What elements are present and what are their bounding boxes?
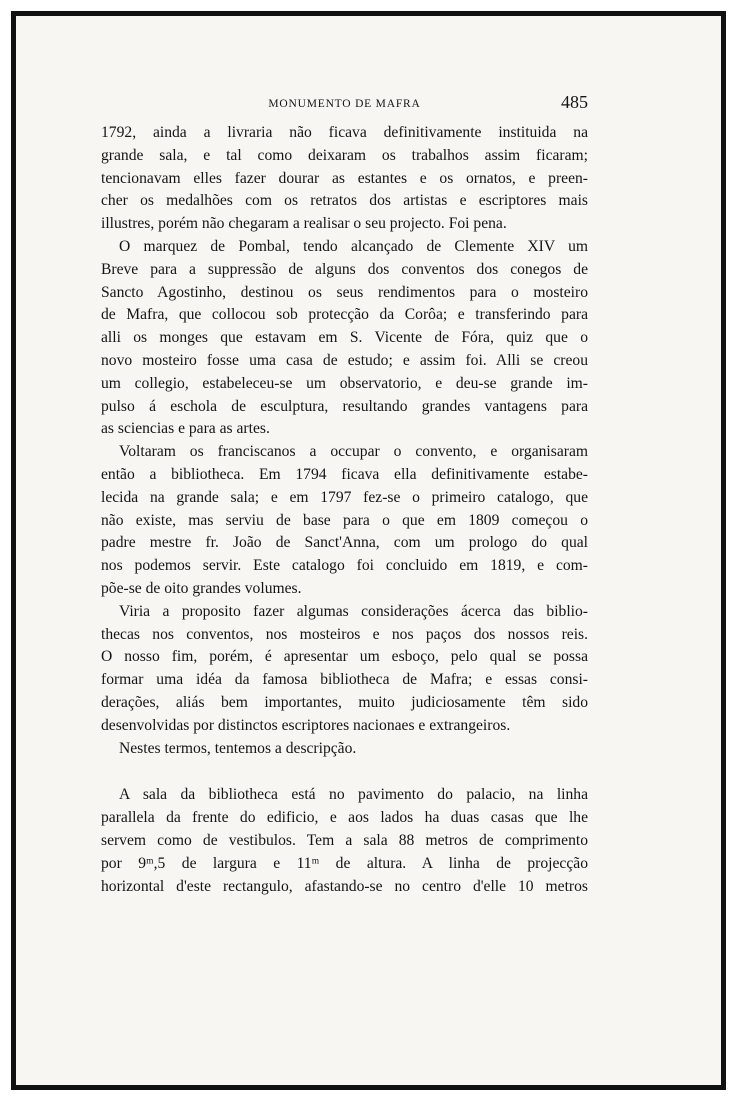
text-line: de Mafra, que collocou sob protecção da Corôa; e transferindo para: [101, 306, 588, 324]
text-line: Breve para a suppressão de alguns dos conventos dos conegos de: [101, 260, 588, 278]
text-line: tencionavam elles fazer dourar as estantes e os ornatos, e preen-: [101, 169, 588, 187]
text-line: alli os monges que estavam em S. Vicente de Fóra, quiz que o: [101, 329, 588, 347]
body-text: [101, 122, 588, 898]
text-line: servem como de vestibulos. Tem a sala 88 metros de comprimento: [101, 831, 588, 849]
text-line: não existe, mas serviu de base para o que em 1809 começou o: [101, 511, 588, 529]
paragraph: [101, 122, 588, 236]
text-line: põe-se de oito grandes volumes.: [101, 579, 302, 597]
text-line: thecas nos conventos, nos mosteiros e nos paços dos nossos reis.: [101, 625, 588, 643]
text-line: Viria a proposito fazer algumas considerações ácerca das biblio-: [119, 602, 588, 620]
paragraph: [101, 441, 588, 601]
book-page: [101, 90, 588, 898]
text-line: lecida na grande sala; e em 1797 fez-se o primeiro catalogo, que: [101, 488, 588, 506]
running-title: MONUMENTO DE MAFRA: [268, 98, 421, 110]
paragraph: [101, 236, 588, 441]
text-line: derações, aliás bem importantes, muito judiciosamente têm sido: [101, 693, 588, 711]
paragraph: [101, 601, 588, 738]
text-line: novo mosteiro fosse uma casa de estudo; e assim foi. Alli se creou: [101, 351, 588, 369]
paragraph: [101, 738, 588, 761]
text-line: cher os medalhões com os retratos dos artistas e escriptores mais: [101, 192, 588, 210]
text-line: grande sala, e tal como deixaram os trabalhos assim ficaram;: [101, 146, 588, 164]
text-line: pulso á eschola de esculptura, resultando grandes vantagens para: [101, 397, 588, 415]
text-line: então a bibliotheca. Em 1794 ficava ella definitivamente estabe-: [101, 465, 588, 483]
text-line: horizontal d'este rectangulo, afastando-se no centro d'elle 10 metros: [101, 877, 588, 895]
text-line: um collegio, estabeleceu-se um observatorio, e deu-se grande im-: [101, 374, 588, 392]
text-line: O nosso fim, porém, é apresentar um esboço, pelo qual se possa: [101, 648, 588, 666]
text-line: A sala da bibliotheca está no pavimento do palacio, na linha: [119, 786, 588, 804]
page-header: [101, 90, 588, 122]
text-line: illustres, porém não chegaram a realisar o seu projecto. Foi pena.: [101, 215, 507, 233]
text-line: padre mestre fr. João de Sanct'Anna, com um prologo do qual: [101, 534, 588, 552]
text-line: por 9ᵐ,5 de largura e 11ᵐ de altura. A linha de projecção: [101, 854, 588, 872]
text-line: Voltaram os franciscanos a occupar o convento, e organisaram: [119, 443, 588, 461]
page-number: 485: [561, 92, 588, 112]
page-frame: [11, 11, 726, 1090]
paragraph: [101, 784, 588, 898]
text-line: as sciencias e para as artes.: [101, 420, 270, 438]
text-line: nos podemos servir. Este catalogo foi concluido em 1819, e com-: [101, 557, 588, 575]
text-line: 1792, ainda a livraria não ficava definitivamente instituida na: [101, 124, 588, 141]
text-line: Sancto Agostinho, destinou os seus rendimentos para o mosteiro: [101, 283, 588, 301]
text-line: O marquez de Pombal, tendo alcançado de Clemente XIV um: [119, 237, 588, 255]
text-line: formar uma idéa da famosa bibliotheca de Mafra; e essas consi-: [101, 671, 588, 689]
text-line: parallela da frente do edificio, e aos lados ha duas casas que lhe: [101, 809, 588, 827]
text-line: desenvolvidas por distinctos escriptores nacionaes e extrangeiros.: [101, 716, 511, 734]
text-line: Nestes termos, tentemos a descripção.: [119, 739, 357, 757]
section-gap: [101, 760, 588, 784]
